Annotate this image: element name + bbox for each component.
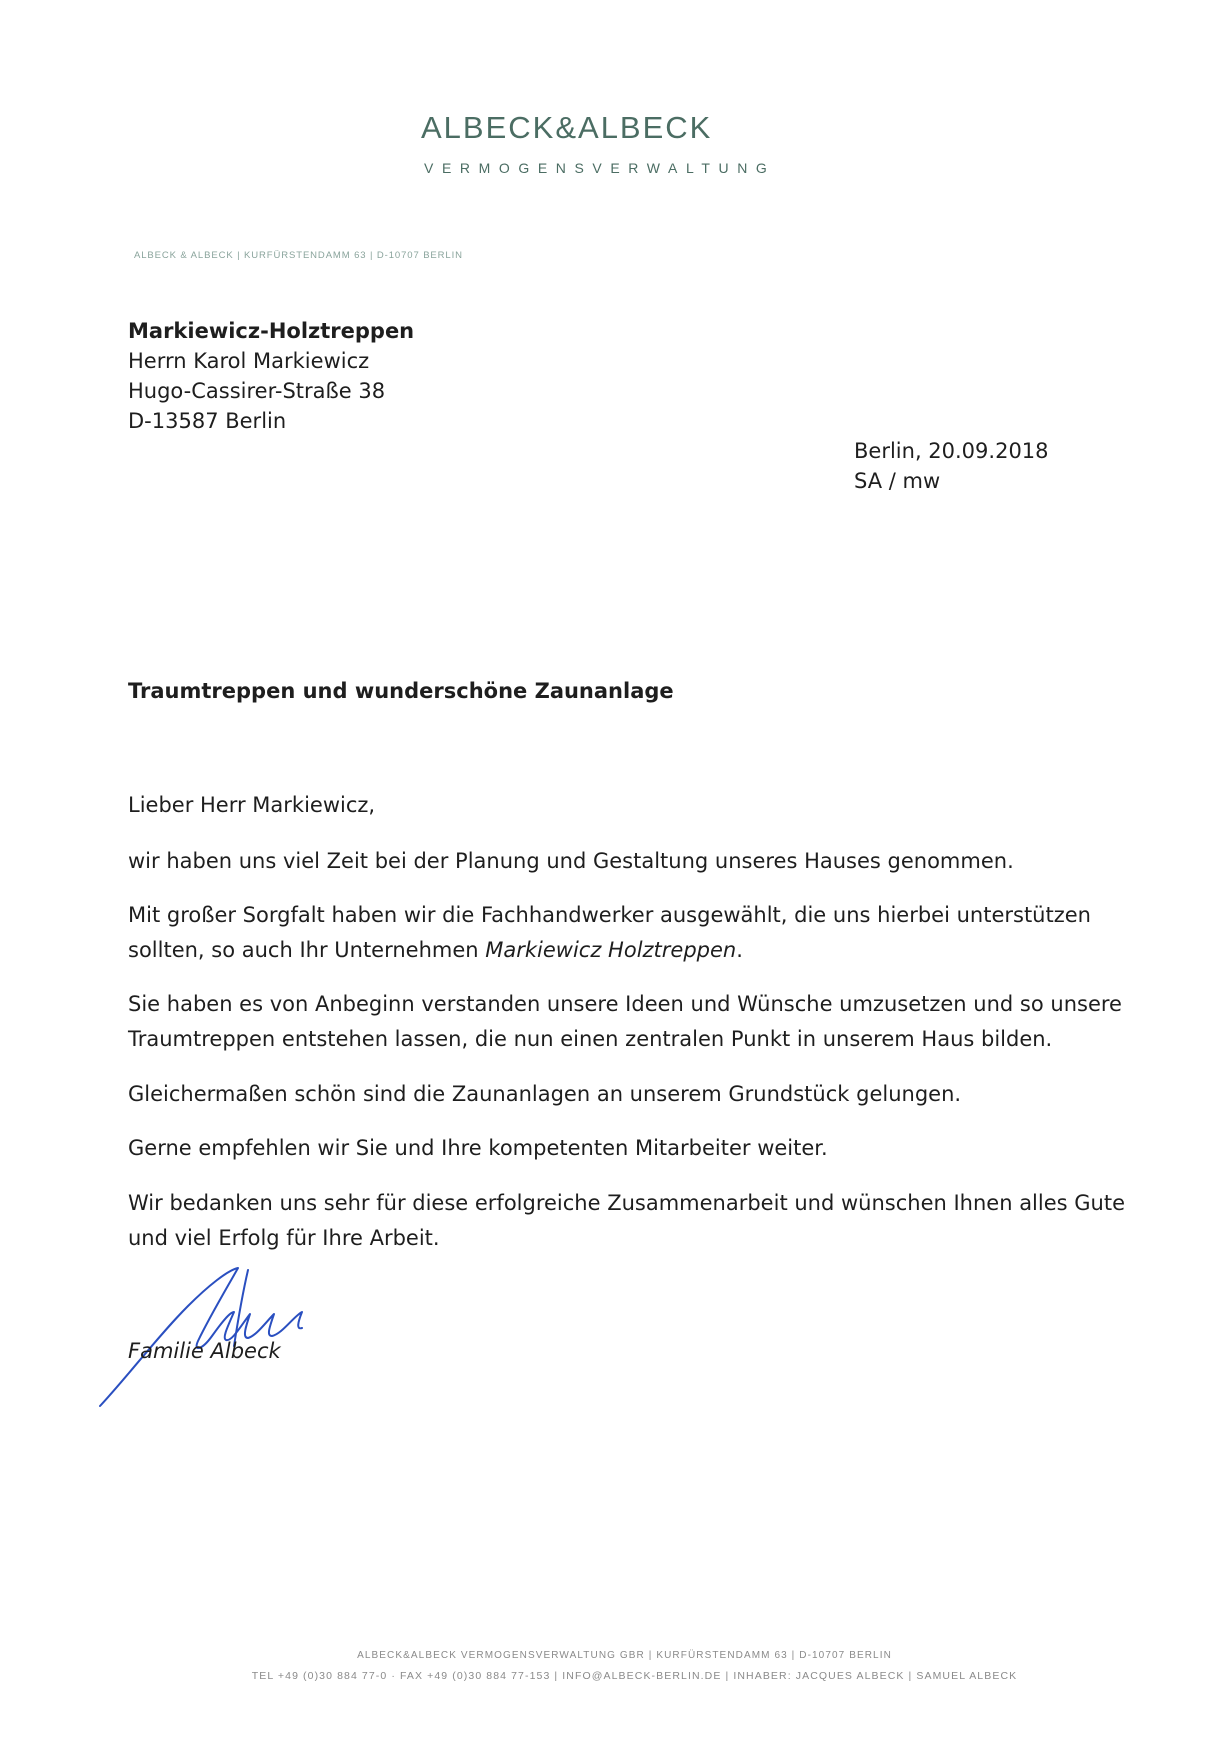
recipient-city: D-13587 Berlin bbox=[128, 409, 287, 433]
paragraph-6-line-2: und viel Erfolg für Ihre Arbeit. bbox=[128, 1226, 440, 1250]
paragraph-3-line-1: Sie haben es von Anbeginn verstanden unsere Ideen und Wünsche umzusetzen und so unsere bbox=[128, 992, 1122, 1016]
footer-contact-line: TEL +49 (0)30 884 77-0 · FAX +49 (0)30 884 77-153 | INFO@ALBECK-BERLIN.DE | INHABER: JACQUES ALBECK | SAMUEL ALBECK bbox=[251, 1670, 1018, 1682]
letter-reference: SA / mw bbox=[854, 469, 941, 493]
recipient-company: Markiewicz-Holztreppen bbox=[128, 319, 415, 343]
salutation: Lieber Herr Markiewicz, bbox=[128, 793, 376, 817]
paragraph-6-line-1: Wir bedanken uns sehr für diese erfolgreiche Zusammenarbeit und wünschen Ihnen alles Gute bbox=[128, 1191, 1125, 1215]
recipient-person: Herrn Karol Markiewicz bbox=[128, 349, 370, 373]
paragraph-5: Gerne empfehlen wir Sie und Ihre kompetenten Mitarbeiter weiter. bbox=[128, 1136, 828, 1160]
sender-return-address: ALBECK & ALBECK | KURFÜRSTENDAMM 63 | D-10707 BERLIN bbox=[134, 250, 463, 261]
logo-subtitle: VERMOGENSVERWALTUNG bbox=[424, 160, 776, 176]
paragraph-2-line-2 bbox=[128, 935, 743, 965]
letter-date: Berlin, 20.09.2018 bbox=[854, 439, 1049, 463]
letter-subject: Traumtreppen und wunderschöne Zaunanlage bbox=[128, 679, 674, 703]
footer-company-line: ALBECK&ALBECK VERMOGENSVERWALTUNG GBR | KURFÜRSTENDAMM 63 | D-10707 BERLIN bbox=[357, 1650, 892, 1661]
paragraph-2-line-1: Mit großer Sorgfalt haben wir die Fachhandwerker ausgewählt, die uns hierbei unterstützen bbox=[128, 903, 1091, 927]
logo-wordmark: ALBECK&ALBECK bbox=[421, 110, 713, 145]
signature-name: Familie Albeck bbox=[128, 1339, 281, 1363]
company-logo bbox=[0, 108, 1231, 188]
paragraph-1: wir haben uns viel Zeit bei der Planung und Gestaltung unseres Hauses genommen. bbox=[128, 849, 1014, 873]
paragraph-2-suffix: . bbox=[736, 938, 743, 962]
paragraph-3-line-2: Traumtreppen entstehen lassen, die nun einen zentralen Punkt in unserem Haus bilden. bbox=[128, 1027, 1053, 1051]
company-name-italic: Markiewicz Holztreppen bbox=[485, 938, 737, 962]
paragraph-4: Gleichermaßen schön sind die Zaunanlagen an unserem Grundstück gelungen. bbox=[128, 1082, 962, 1106]
paragraph-2-prefix: sollten, so auch Ihr Unternehmen bbox=[128, 938, 486, 962]
recipient-street: Hugo-Cassirer-Straße 38 bbox=[128, 379, 386, 403]
